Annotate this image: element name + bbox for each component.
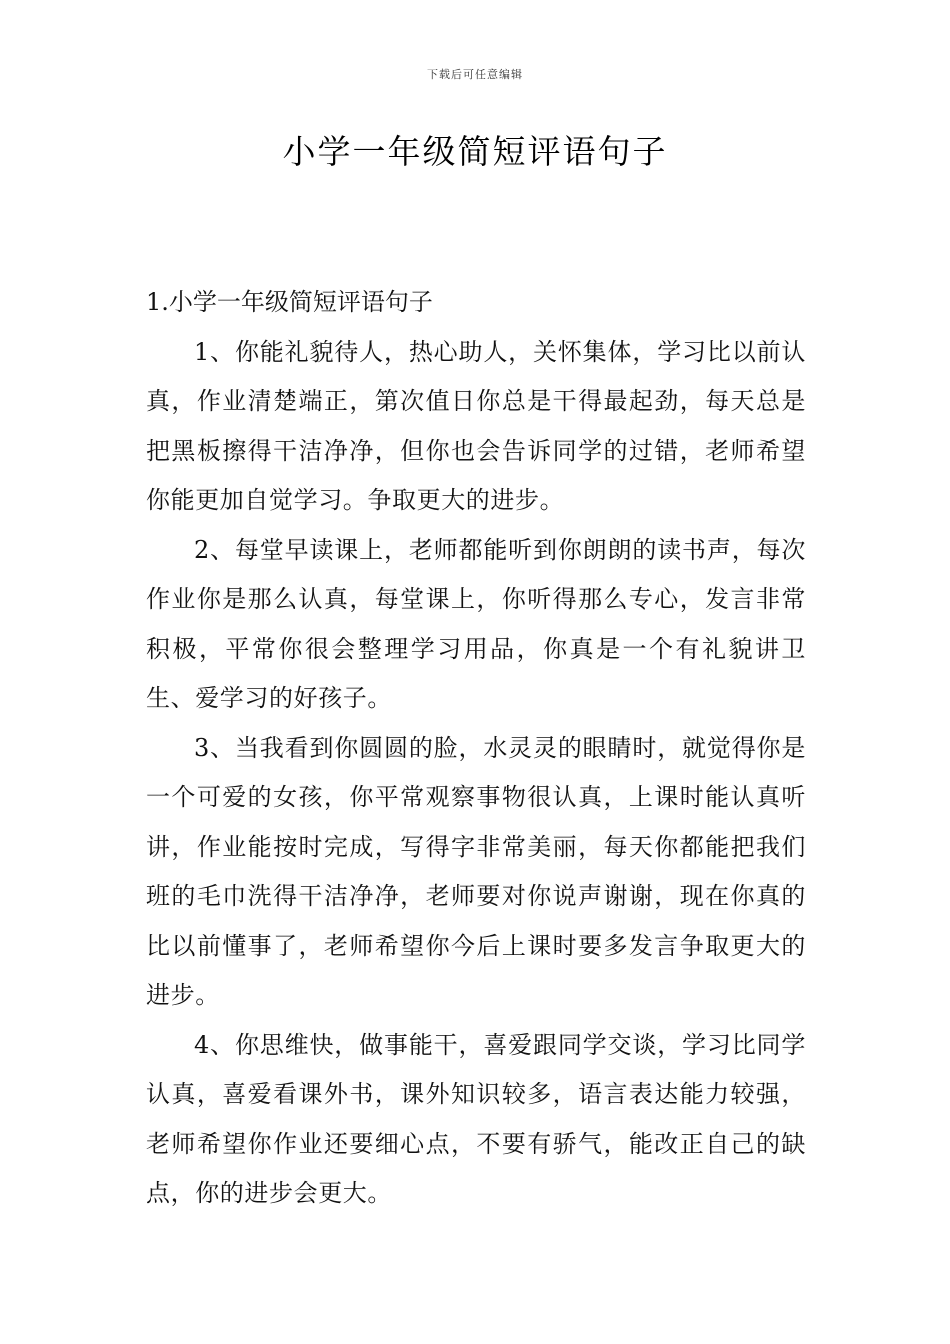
- section-heading: 1.小学一年级简短评语句子: [146, 288, 433, 316]
- comment-paragraph-4: 4、你思维快，做事能干，喜爱跟同学交谈，学习比同学认真，喜爱看课外书，课外知识较多，语言表达能力较强，老师希望你作业还要细心点，不要有骄气，能改正自己的缺点，你的进步会更大。: [146, 1030, 806, 1207]
- header-note: 下载后可任意编辑: [427, 68, 523, 81]
- comment-paragraph-2: 2、每堂早读课上，老师都能听到你朗朗的读书声，每次作业你是那么认真，每堂课上，你听得那么专心，发言非常积极，平常你很会整理学习用品，你真是一个有礼貌讲卫生、爱学习的好孩子。: [146, 535, 806, 712]
- document-body: [146, 278, 806, 1219]
- document-title: 小学一年级简短评语句子: [282, 132, 668, 171]
- comment-paragraph-1: 1、你能礼貌待人，热心助人，关怀集体，学习比以前认真，作业清楚端正，第次值日你总是干得最起劲，每天总是把黑板擦得干洁净净，但你也会告诉同学的过错，老师希望你能更加自觉学习。争取更大的进步。: [146, 337, 806, 514]
- comment-paragraph-3: 3、当我看到你圆圆的脸，水灵灵的眼睛时，就觉得你是一个可爱的女孩，你平常观察事物很认真，上课时能认真听讲，作业能按时完成，写得字非常美丽，每天你都能把我们班的毛巾洗得干洁净净，老师要对你说声谢谢，现在你真的比以前懂事了，老师希望你今后上课时要多发言争取更大的进步。: [146, 733, 806, 1009]
